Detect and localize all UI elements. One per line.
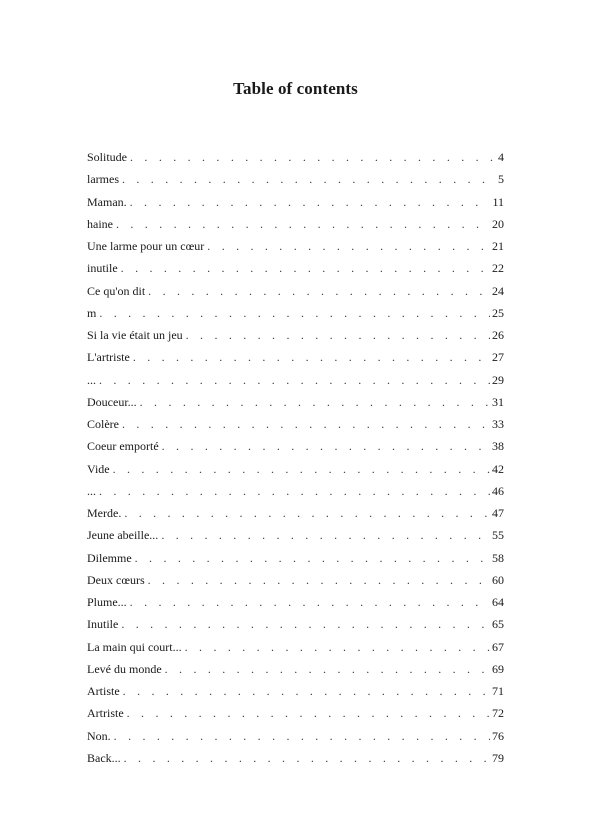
toc-entry-title: Maman.: [87, 194, 127, 209]
dot-leader: [124, 747, 490, 769]
toc-entry[interactable]: [87, 591, 504, 613]
toc-entry-page-number: 64: [492, 595, 504, 609]
toc-entry-title: Solitude: [87, 150, 128, 164]
toc-entry-title: Une larme pour un cœur: [87, 239, 205, 253]
dot-leader: [161, 524, 490, 546]
dot-leader: [124, 502, 490, 524]
toc-entry-title: Back...: [87, 750, 121, 765]
toc-entry-title: Merde.: [87, 506, 122, 520]
toc-entry-page-number: 72: [492, 706, 504, 721]
dot-leader: [133, 346, 490, 368]
toc-entry-page-number: 71: [492, 684, 504, 698]
toc-entry-title: Coeur emporté: [87, 439, 159, 454]
toc-entry-page-number: 26: [492, 328, 504, 342]
toc-entry[interactable]: [87, 191, 504, 213]
dot-leader: [116, 213, 490, 235]
toc-entry-title: Plume...: [87, 595, 127, 609]
toc-entry-title: Douceur...: [87, 394, 137, 409]
toc-entry-page-number: 69: [492, 661, 504, 676]
toc-entry[interactable]: [87, 569, 504, 591]
toc-entry-title: ...: [87, 483, 96, 498]
toc-entry-title: Artriste: [87, 706, 124, 721]
dot-leader: [186, 324, 490, 346]
dot-leader: [148, 569, 490, 591]
toc-entry[interactable]: [87, 702, 504, 724]
toc-entry-title: La main qui court...: [87, 639, 182, 654]
toc-entry[interactable]: [87, 480, 504, 502]
toc-entry[interactable]: [87, 213, 504, 235]
dot-leader: [99, 369, 490, 391]
toc-entry-title: Si la vie était un jeu: [87, 328, 183, 342]
toc-entry-page-number: 67: [492, 639, 504, 654]
dot-leader: [127, 702, 490, 724]
dot-leader: [123, 680, 490, 702]
toc-entry[interactable]: [87, 435, 504, 457]
toc-entry-page-number: 29: [492, 372, 504, 387]
toc-entry[interactable]: [87, 636, 504, 658]
dot-leader: [99, 302, 490, 324]
toc-entry-page-number: 65: [492, 617, 504, 632]
toc-entry[interactable]: [87, 502, 504, 524]
toc-entry-page-number: 25: [492, 305, 504, 320]
dot-leader: [130, 191, 491, 213]
toc-entry-page-number: 55: [492, 528, 504, 543]
toc-entry-title: Dilemme: [87, 550, 132, 565]
dot-leader: [207, 235, 490, 257]
toc-entry[interactable]: [87, 369, 504, 391]
dot-leader: [162, 435, 490, 457]
toc-entry-title: inutile: [87, 261, 118, 276]
toc-entry-page-number: 38: [492, 439, 504, 454]
toc-entry[interactable]: [87, 747, 504, 769]
toc-entry[interactable]: [87, 324, 504, 346]
toc-entry-title: Levé du monde: [87, 661, 162, 676]
dot-leader: [135, 547, 490, 569]
toc-entry[interactable]: [87, 413, 504, 435]
toc-entry-page-number: 47: [492, 506, 504, 520]
dot-leader: [122, 168, 496, 190]
toc-entry-title: Artiste: [87, 684, 120, 698]
dot-leader: [148, 280, 490, 302]
toc-entry[interactable]: [87, 302, 504, 324]
dot-leader: [165, 658, 490, 680]
toc-entry-title: Colère: [87, 417, 119, 431]
toc-entry-title: haine: [87, 216, 113, 231]
toc-entry-page-number: 24: [492, 283, 504, 298]
toc-entry-title: Inutile: [87, 617, 119, 632]
toc-entry[interactable]: [87, 458, 504, 480]
toc-entry-page-number: 5: [498, 172, 504, 187]
dot-leader: [114, 725, 490, 747]
toc-entry-page-number: 79: [492, 750, 504, 765]
toc-entry[interactable]: [87, 391, 504, 413]
toc-entry-page-number: 11: [492, 194, 504, 209]
dot-leader: [140, 391, 490, 413]
table-of-contents: [87, 146, 504, 769]
toc-entry[interactable]: [87, 257, 504, 279]
dot-leader: [185, 636, 490, 658]
dot-leader: [99, 480, 490, 502]
toc-entry[interactable]: [87, 346, 504, 368]
toc-entry-title: ...: [87, 372, 96, 387]
toc-entry-page-number: 22: [492, 261, 504, 276]
dot-leader: [121, 257, 490, 279]
toc-entry-title: larmes: [87, 172, 119, 187]
toc-entry[interactable]: [87, 658, 504, 680]
toc-entry-page-number: 58: [492, 550, 504, 565]
toc-entry-title: Ce qu'on dit: [87, 283, 146, 298]
toc-entry-page-number: 42: [492, 461, 504, 476]
toc-entry[interactable]: [87, 680, 504, 702]
dot-leader: [122, 413, 490, 435]
toc-entry-page-number: 21: [492, 239, 504, 253]
dot-leader: [130, 591, 490, 613]
toc-entry-page-number: 4: [498, 150, 504, 164]
toc-entry-page-number: 46: [492, 483, 504, 498]
toc-entry-page-number: 20: [492, 216, 504, 231]
toc-entry-title: Vide: [87, 461, 110, 476]
toc-entry[interactable]: [87, 547, 504, 569]
toc-entry[interactable]: [87, 146, 504, 168]
toc-entry-page-number: 60: [492, 572, 504, 587]
toc-entry-page-number: 31: [492, 394, 504, 409]
toc-entry[interactable]: [87, 524, 504, 546]
toc-entry[interactable]: [87, 235, 504, 257]
toc-entry-title: Deux cœurs: [87, 572, 145, 587]
toc-entry-page-number: 76: [492, 728, 504, 743]
dot-leader: [113, 458, 490, 480]
toc-entry-title: L'artriste: [87, 350, 130, 365]
toc-entry-page-number: 27: [492, 350, 504, 365]
toc-entry-page-number: 33: [492, 417, 504, 431]
dot-leader: [121, 613, 490, 635]
toc-entry[interactable]: [87, 280, 504, 302]
toc-entry-title: Non.: [87, 728, 111, 743]
toc-entry[interactable]: [87, 613, 504, 635]
toc-entry-title: Jeune abeille...: [87, 528, 159, 543]
toc-entry[interactable]: [87, 168, 504, 190]
toc-entry[interactable]: [87, 725, 504, 747]
page-title: Table of contents: [233, 79, 358, 99]
dot-leader: [130, 146, 496, 168]
toc-entry-title: m: [87, 305, 97, 320]
